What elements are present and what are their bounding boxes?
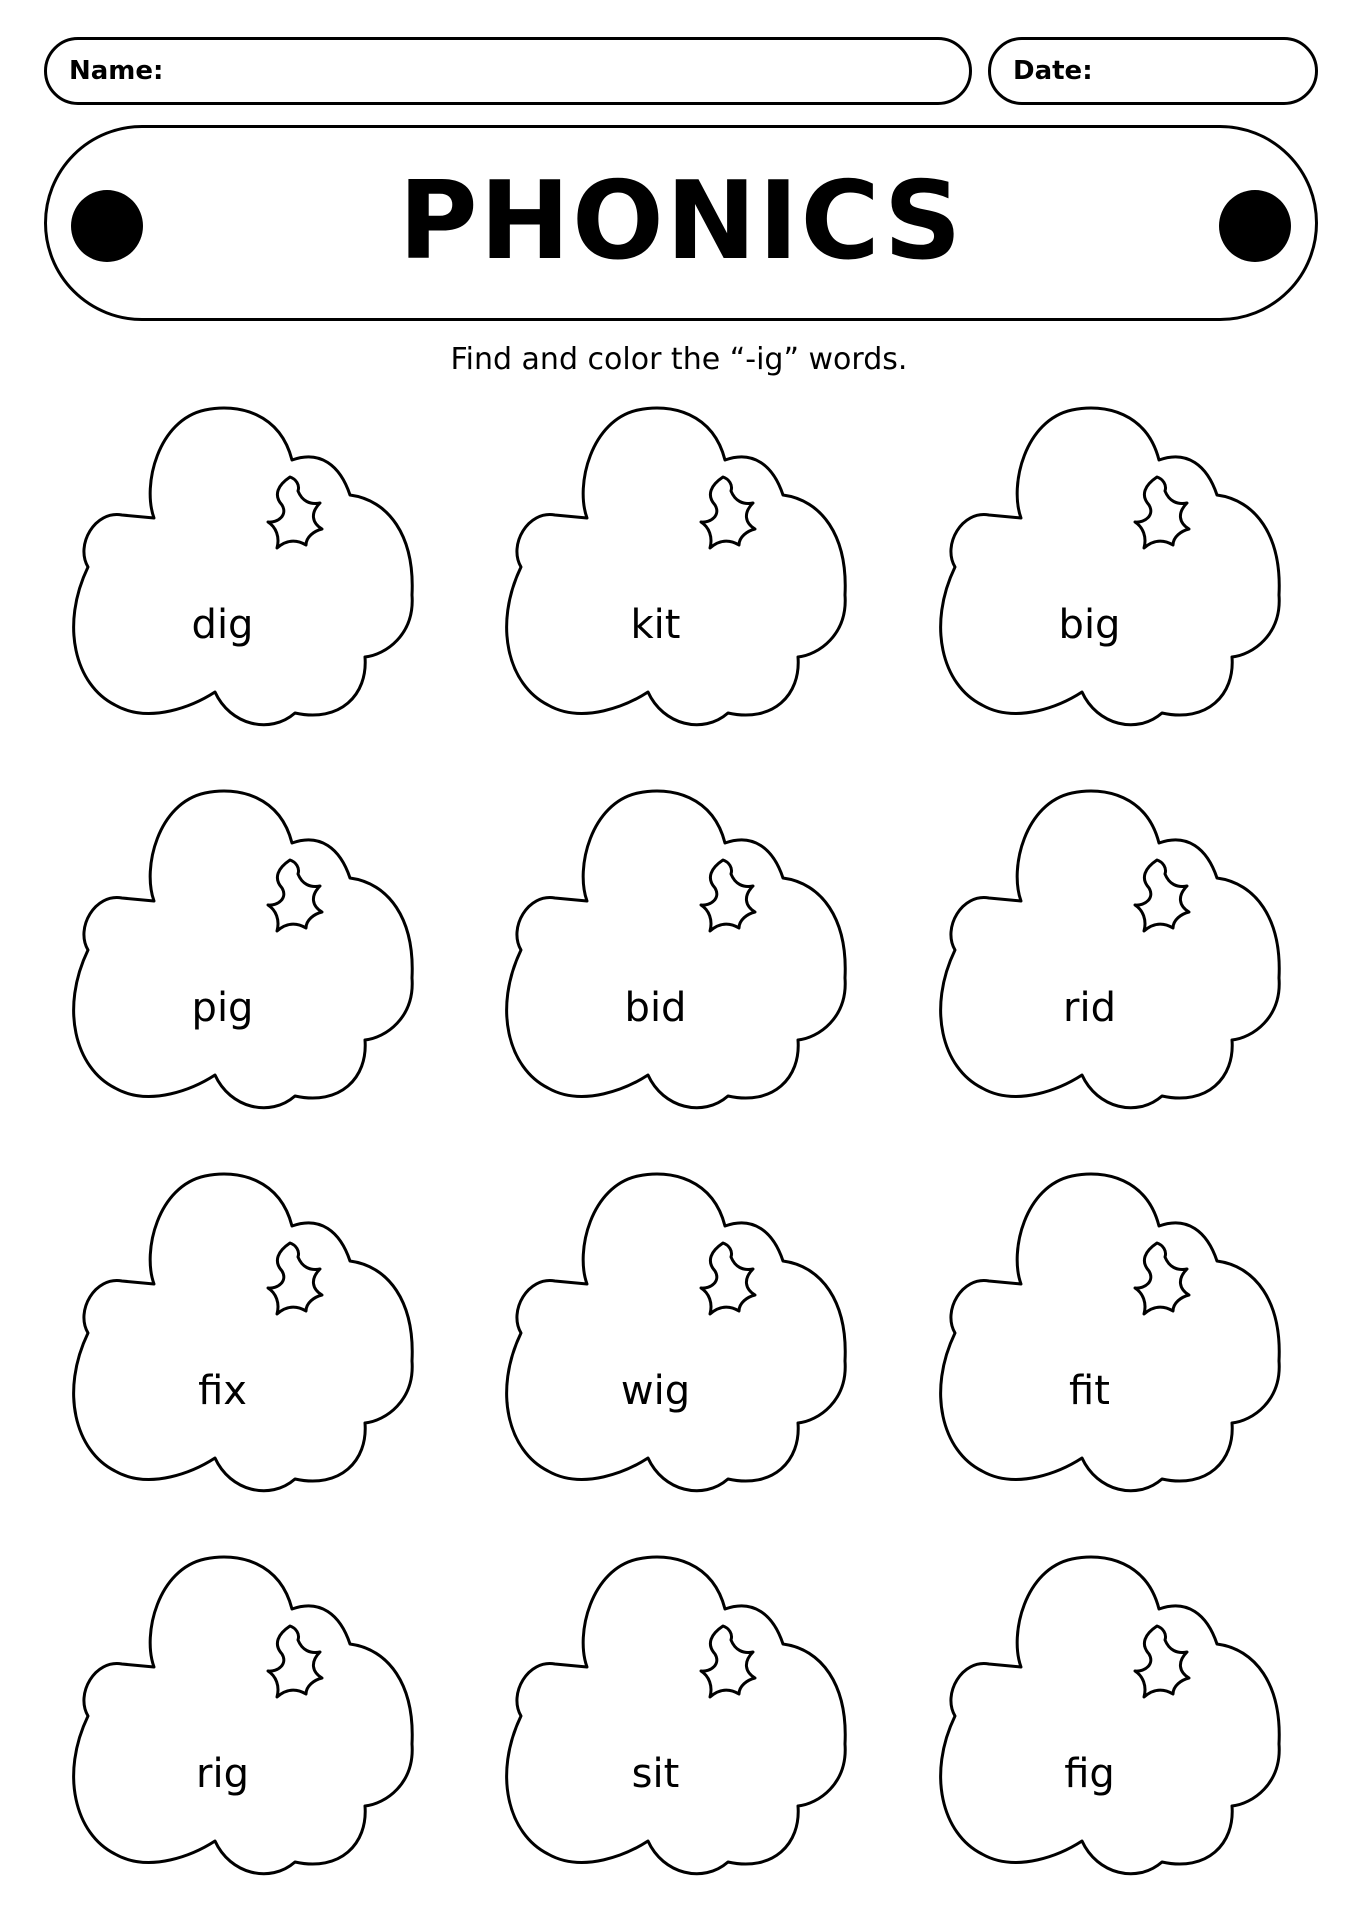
name-field[interactable] — [44, 37, 972, 105]
cloud-outline-icon — [70, 1171, 420, 1501]
cloud-outline-icon — [937, 788, 1287, 1118]
cloud-outline-icon — [503, 788, 853, 1118]
cloud-word: rig — [196, 1751, 249, 1797]
cloud-word: fig — [1064, 1751, 1115, 1797]
cloud-outline-icon — [937, 1554, 1287, 1884]
banner-dot-right — [1219, 190, 1291, 262]
page-title: PHONICS — [398, 159, 964, 284]
cloud-word: kit — [630, 602, 681, 648]
cloud-item[interactable] — [503, 1554, 853, 1884]
cloud-item[interactable] — [503, 405, 853, 735]
cloud-word: rid — [1063, 985, 1116, 1031]
cloud-word: fit — [1069, 1368, 1110, 1414]
cloud-outline-icon — [70, 405, 420, 735]
cloud-item[interactable] — [70, 1554, 420, 1884]
cloud-word: pig — [191, 985, 254, 1031]
date-field[interactable] — [988, 37, 1318, 105]
cloud-outline-icon — [937, 405, 1287, 735]
cloud-outline-icon — [503, 405, 853, 735]
title-banner — [44, 125, 1318, 321]
cloud-item[interactable] — [937, 1554, 1287, 1884]
cloud-word: fix — [198, 1368, 247, 1414]
cloud-outline-icon — [70, 788, 420, 1118]
cloud-word: sit — [631, 1751, 680, 1797]
cloud-item[interactable] — [70, 788, 420, 1118]
cloud-outline-icon — [503, 1171, 853, 1501]
cloud-outline-icon — [70, 1554, 420, 1884]
instructions: Find and color the “-ig” words. — [450, 342, 908, 377]
name-label: Name: — [69, 56, 164, 86]
cloud-item[interactable] — [503, 788, 853, 1118]
cloud-item[interactable] — [70, 1171, 420, 1501]
cloud-item[interactable] — [70, 405, 420, 735]
cloud-item[interactable] — [937, 405, 1287, 735]
cloud-word: dig — [191, 602, 254, 648]
cloud-outline-icon — [937, 1171, 1287, 1501]
cloud-item[interactable] — [937, 1171, 1287, 1501]
cloud-word: bid — [624, 985, 687, 1031]
date-label: Date: — [1013, 56, 1093, 86]
cloud-item[interactable] — [937, 788, 1287, 1118]
cloud-item[interactable] — [503, 1171, 853, 1501]
cloud-word: big — [1058, 602, 1121, 648]
cloud-word: wig — [620, 1368, 691, 1414]
cloud-outline-icon — [503, 1554, 853, 1884]
